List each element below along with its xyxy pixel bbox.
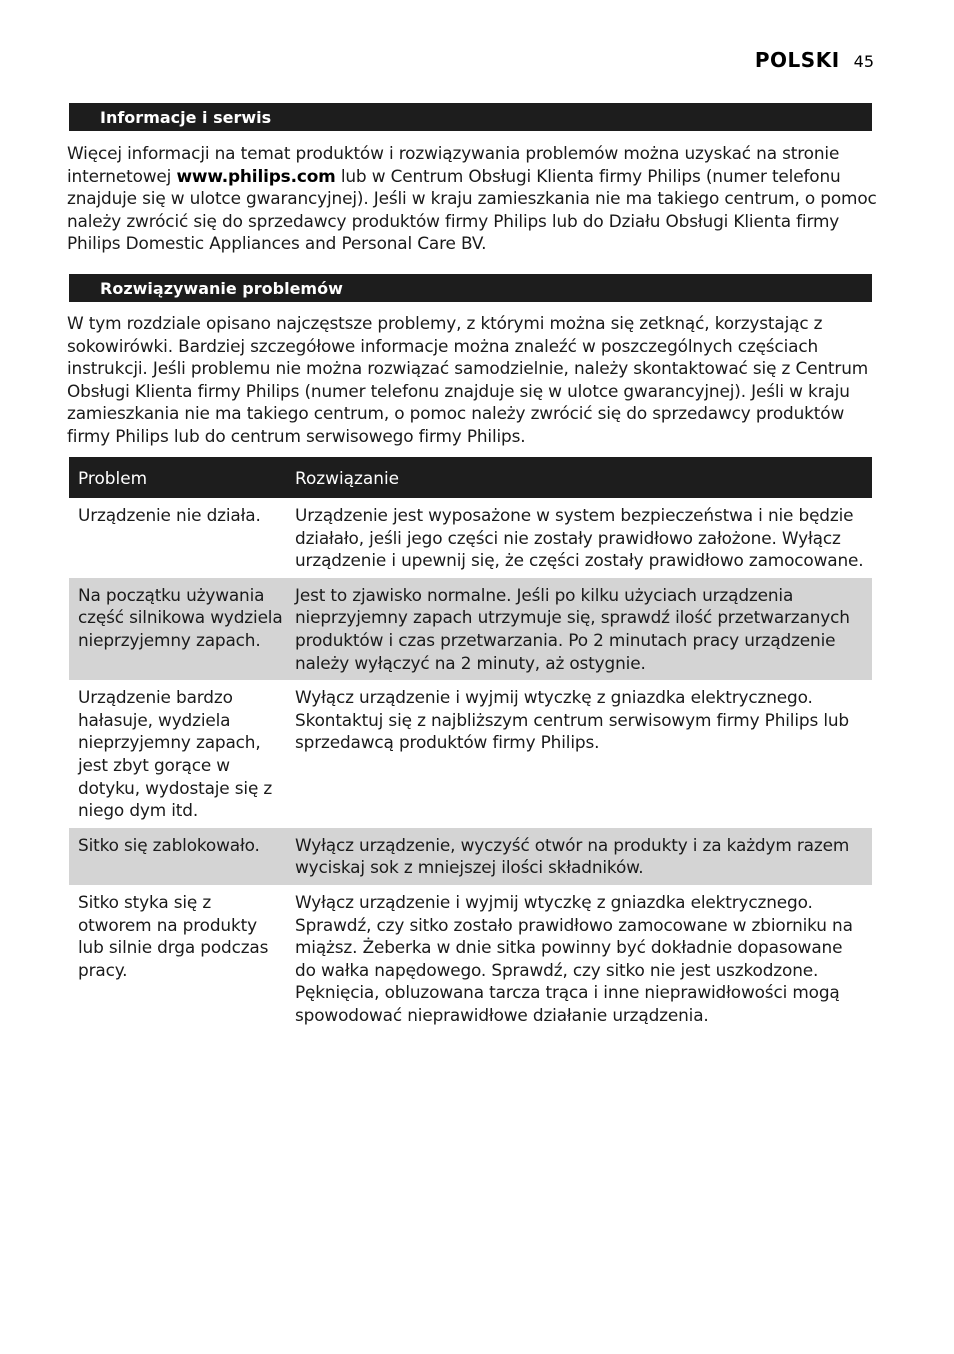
table-row [69, 498, 872, 578]
info-text-end: lub w Centrum Obsługi Klienta firmy Philips (numer telefonu znajduje się w ulotce gwarancyjnej). Jeśli w kraju zamieszkania nie ma takiego centrum, o pomoc należy zwrócić się do sprzedawcy produktów firmy Philips lub do Działu Obsługi Klienta firmy Philips Domestic Appliances and Personal Care BV. [67, 165, 877, 254]
info-text-start: Więcej informacji na temat produktów i rozwiązywania problemów można uzyskać na stronie internetowej [67, 143, 840, 186]
solution-cell: Urządzenie jest wyposażone w system bezpieczeństwa i nie będzie działało, jeśli jego części nie zostały prawidłowo założone. Wyłącz urządzenie i upewnij się, że części zostały prawidłowo zamocowane. [295, 505, 864, 571]
problem-cell: Urządzenie bardzo hałasuje, wydziela nieprzyjemny zapach, jest zbyt gorące w dotyku, wydostaje się z niego dym itd. [78, 687, 273, 821]
page-header [755, 48, 874, 72]
table-row [69, 680, 872, 828]
table-row [69, 828, 872, 885]
solution-cell: Wyłącz urządzenie i wyjmij wtyczkę z gniazdka elektrycznego. Skontaktuj się z najbliższym centrum serwisowym firmy Philips lub sprzedawcą produktów firmy Philips. [295, 687, 849, 753]
problem-cell: Na początku używania część silnikowa wydziela nieprzyjemny zapach. [69, 578, 287, 680]
solution-cell: Wyłącz urządzenie i wyjmij wtyczkę z gniazdka elektrycznego. Sprawdź, czy sitko zostało prawidłowo zamocowane w zbiorniku na miąższ. Żeberka w dnie sitka powinny być dokładnie dopasowane do wałka napędowego. Sprawdź, czy sitko nie jest uszkodzone. Pęknięcia, obluzowana tarcza trąca i inne nieprawidłowości mogą spowodować nieprawidłowe działanie urządzenia. [295, 891, 853, 1025]
column-header-solution: Rozwiązanie [287, 457, 872, 498]
table-row [69, 885, 872, 1033]
philips-website-link[interactable]: www.philips.com [176, 165, 336, 186]
page-number: 45 [853, 52, 874, 71]
section-heading-info: Informacje i serwis [69, 103, 872, 131]
table-header-row [69, 457, 872, 498]
column-header-problem: Problem [69, 457, 287, 498]
language-label: POLSKI [754, 48, 840, 72]
section-heading-troubleshooting: Rozwiązywanie problemów [69, 274, 872, 302]
problem-cell: Sitko styka się z otworem na produkty lub silnie drga podczas pracy. [78, 891, 269, 980]
solution-cell: Wyłącz urządzenie, wyczyść otwór na produkty i za każdym razem wyciskaj sok z mniejszej ilości składników. [287, 828, 872, 885]
table-row [69, 578, 872, 680]
problem-cell: Sitko się zablokowało. [69, 828, 287, 885]
solution-cell: Jest to zjawisko normalne. Jeśli po kilku użyciach urządzenia nieprzyjemny zapach utrzymuje się, sprawdź ilość przetwarzanych produktów i czas przetwarzania. Po 2 minutach pracy urządzenie należy wyłączyć na 2 minuty, aż ostygnie. [287, 578, 872, 680]
problem-cell: Urządzenie nie działa. [78, 505, 261, 525]
info-paragraph [67, 142, 877, 255]
troubleshooting-table [69, 457, 872, 1032]
troubleshooting-intro: W tym rozdziale opisano najczęstsze problemy, z którymi można się zetknąć, korzystając z sokowirówki. Bardziej szczegółowe informacje można znaleźć w poszczególnych częściach instrukcji. Jeśli problemu nie można rozwiązać samodzielnie, należy skontaktować się z Centrum Obsługi Klienta firmy Philips (numer telefonu znajduje się w ulotce gwarancyjnej). Jeśli w kraju zamieszkania nie ma takiego centrum, o pomoc należy zwrócić się do sprzedawcy produktów firmy Philips lub do centrum serwisowego firmy Philips. [67, 313, 869, 446]
